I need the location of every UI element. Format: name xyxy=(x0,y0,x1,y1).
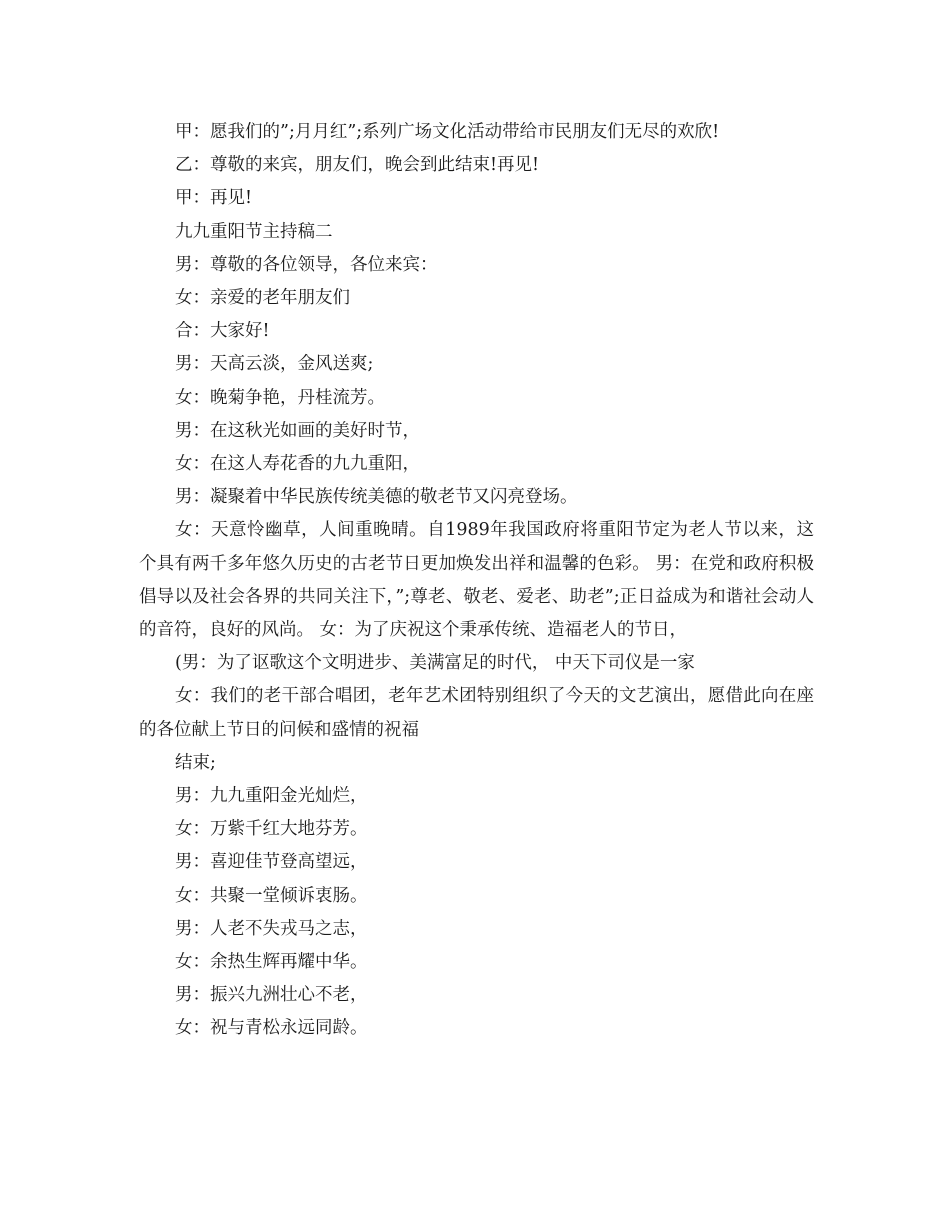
paragraph: 男：振兴九洲壮心不老， xyxy=(175,985,368,1006)
paragraph: 女：共聚一堂倾诉衷肠。 xyxy=(175,885,368,906)
paragraph: 男：天高云淡，金风送爽; xyxy=(175,354,374,375)
paragraph: 男：尊敬的各位领导，各位来宾： xyxy=(175,254,438,275)
paragraph: 甲：愿我们的”;月月红”;系列广场文化活动带给市民朋友们无尽的欢欣! xyxy=(175,122,720,142)
section-heading: 九九重阳节主持稿二 xyxy=(175,221,333,242)
paragraph: 女：亲爱的老年朋友们 xyxy=(175,288,350,309)
paragraph: 甲：再见! xyxy=(175,188,253,209)
paragraph: 男：人老不失戎马之志， xyxy=(175,918,368,939)
paragraph: (男：为了讴歌这个文明进步、美满富足的时代， 中天下司仪是一家 xyxy=(175,653,695,674)
paragraph: 男：凝聚着中华民族传统美德的敬老节又闪亮登场。 xyxy=(175,487,578,508)
paragraph: 男：在这秋光如画的美好时节， xyxy=(175,420,420,441)
paragraph: 女：天意怜幽草，人间重晚晴。自1989年我国政府将重阳节定为老人节以来，这个具有两千多年悠久历史的古老节日更加焕发出祥和温馨的色彩。 男：在党和政府积极倡导以及社会各界的共同关注下，”;尊老、敬老、爱老、助老”;正日益成为和谐社会动人的音符，良好的风尚。 女：为了庆祝这个秉承传统、造福老人的节日， xyxy=(139,520,814,641)
paragraph: 女：万紫千红大地芬芳。 xyxy=(175,819,368,840)
paragraph: 合：大家好! xyxy=(175,321,270,342)
paragraph: 女：祝与青松永远同龄。 xyxy=(175,1018,368,1039)
paragraph: 女：在这人寿花香的九九重阳， xyxy=(175,454,420,475)
paragraph: 女：我们的老干部合唱团，老年艺术团特别组织了今天的文艺演出，愿借此向在座的各位献上节日的问候和盛情的祝福 xyxy=(139,686,814,740)
document-body xyxy=(139,116,814,1046)
paragraph: 女：余热生辉再耀中华。 xyxy=(175,952,368,973)
paragraph: 结束; xyxy=(175,752,216,773)
paragraph: 乙：尊敬的来宾，朋友们，晚会到此结束!再见! xyxy=(175,155,540,176)
paragraph: 男：九九重阳金光灿烂， xyxy=(175,786,368,807)
paragraph: 女：晚菊争艳，丹桂流芳。 xyxy=(175,387,385,408)
paragraph: 男：喜迎佳节登高望远， xyxy=(175,852,368,873)
